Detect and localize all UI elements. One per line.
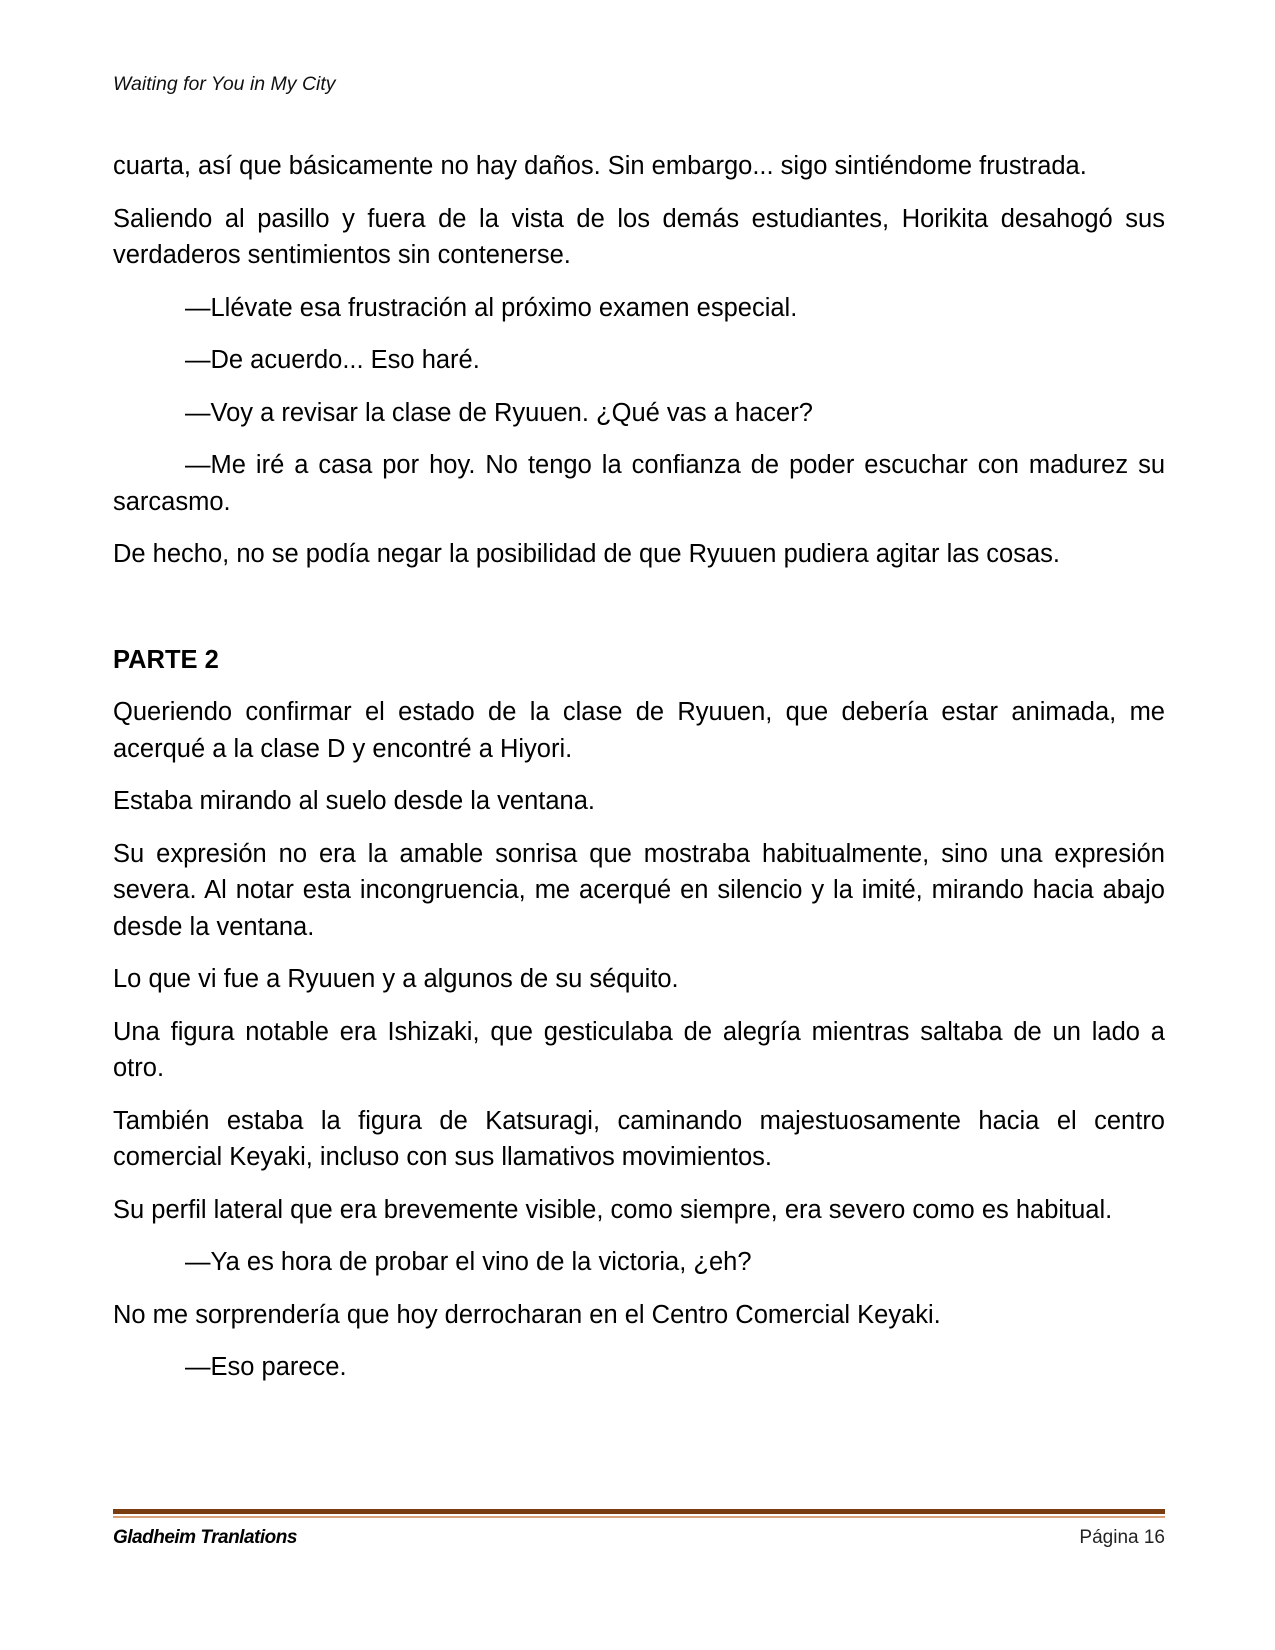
paragraph: Estaba mirando al suelo desde la ventana. xyxy=(113,787,595,815)
paragraph: De hecho, no se podía negar la posibilidad de que Ryuuen pudiera agitar las cosas. xyxy=(113,540,1060,568)
dialogue-line: —Ya es hora de probar el vino de la victoria, ¿eh? xyxy=(185,1248,752,1276)
footer-rule-dark xyxy=(113,1509,1165,1514)
paragraph: Saliendo al pasillo y fuera de la vista de los demás estudiantes, Horikita desahogó sus verdaderos sentimientos sin contenerse. xyxy=(113,204,1165,269)
page-body xyxy=(113,148,1165,1402)
section-gap xyxy=(113,589,1165,642)
paragraph: cuarta, así que básicamente no hay daños. Sin embargo... sigo sintiéndome frustrada. xyxy=(113,152,1087,180)
dialogue-line: —De acuerdo... Eso haré. xyxy=(185,346,480,374)
dialogue-line: —Me iré a casa por hoy. No tengo la confianza de poder escuchar con madurez su sarcasmo. xyxy=(113,451,1165,516)
dialogue-line: —Voy a revisar la clase de Ryuuen. ¿Qué vas a hacer? xyxy=(185,398,813,427)
paragraph: Su perfil lateral que era brevemente visible, como siempre, era severo como es habitual. xyxy=(113,1195,1113,1224)
paragraph: Lo que vi fue a Ryuuen y a algunos de su séquito. xyxy=(113,965,679,993)
paragraph: Una figura notable era Ishizaki, que gesticulaba de alegría mientras saltaba de un lado a otro. xyxy=(113,1017,1165,1082)
dialogue-line: —Llévate esa frustración al próximo examen especial. xyxy=(185,293,798,322)
footer-rule-light xyxy=(113,1516,1165,1518)
running-header: Waiting for You in My City xyxy=(113,73,336,95)
paragraph: No me sorprendería que hoy derrocharan en el Centro Comercial Keyaki. xyxy=(113,1300,941,1329)
page-number: Página 16 xyxy=(1079,1527,1165,1548)
section-heading: PARTE 2 xyxy=(113,645,219,674)
footer-publisher: Gladheim Tranlations xyxy=(113,1527,297,1548)
dialogue-line: —Eso parece. xyxy=(185,1353,347,1381)
paragraph: Su expresión no era la amable sonrisa que mostraba habitualmente, sino una expresión severa. Al notar esta incongruencia, me acerqué en silencio y la imité, mirando hacia abajo desde la ventana. xyxy=(113,839,1165,941)
paragraph: Queriendo confirmar el estado de la clase de Ryuuen, que debería estar animada, me acerqué a la clase D y encontré a Hiyori. xyxy=(113,698,1165,763)
paragraph: También estaba la figura de Katsuragi, caminando majestuosamente hacia el centro comercial Keyaki, incluso con sus llamativos movimientos. xyxy=(113,1106,1165,1171)
